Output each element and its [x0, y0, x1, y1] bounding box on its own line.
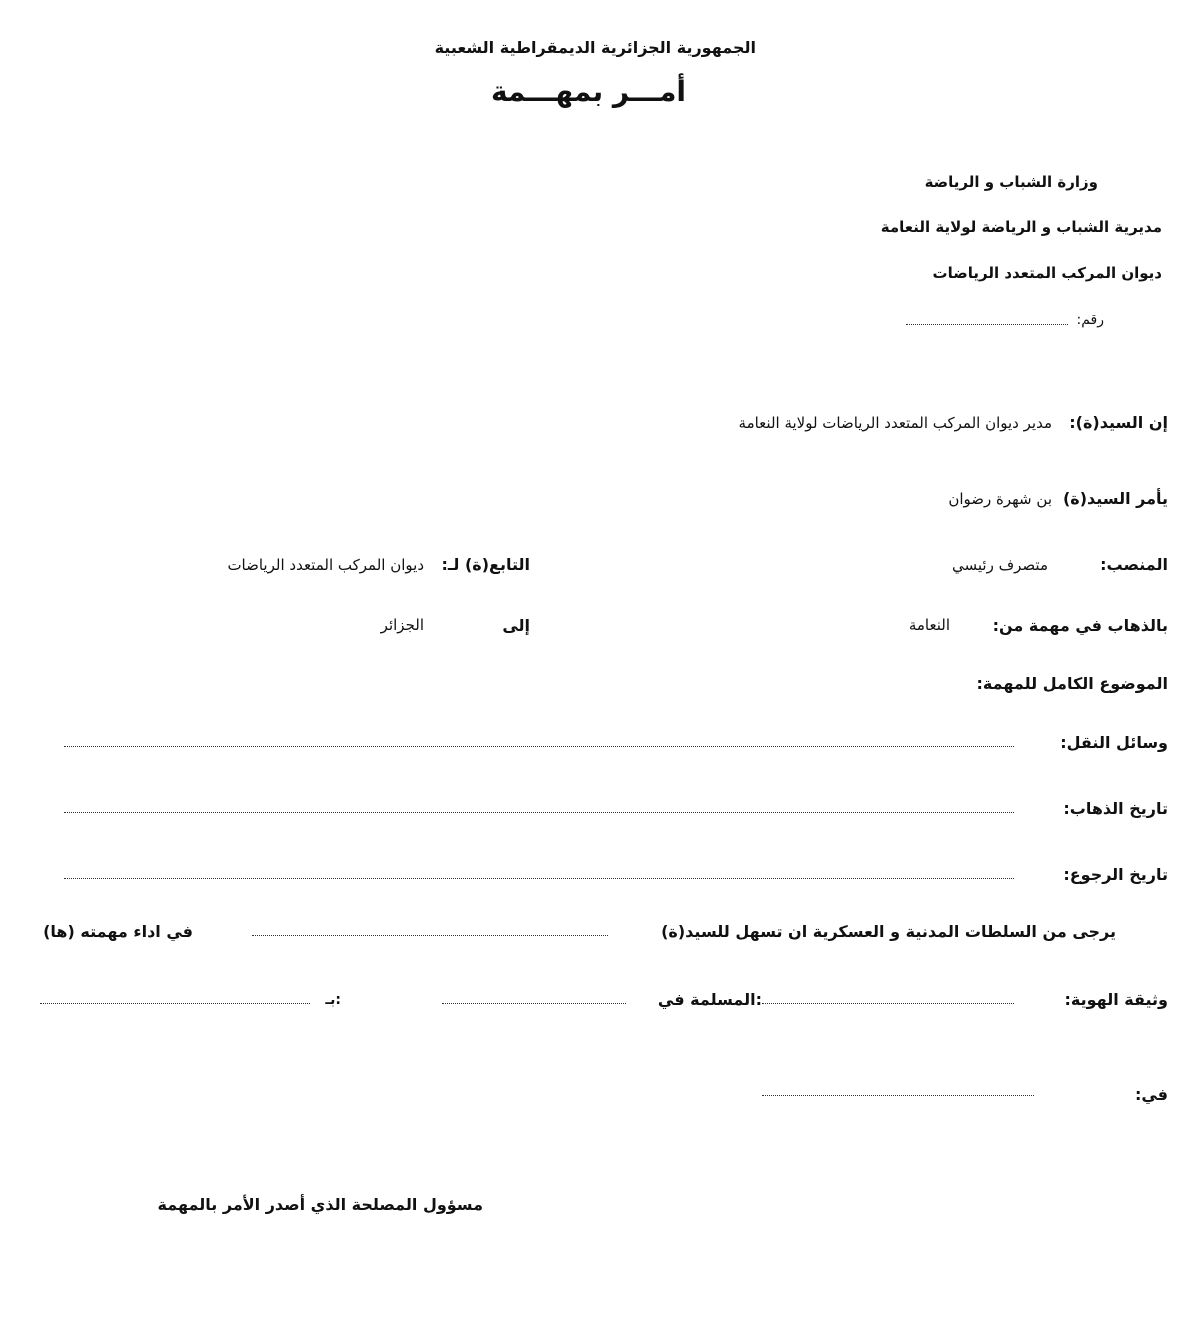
position-value: متصرف رئيسي — [952, 556, 1048, 574]
person-name-field[interactable] — [252, 935, 608, 936]
issued-label: :المسلمة في — [657, 990, 762, 1009]
position-label: المنصب: — [1100, 555, 1168, 574]
return-label: تاريخ الرجوع: — [1063, 865, 1168, 884]
mission-text: في اداء مهمته (ها) — [43, 922, 193, 941]
request-text: يرجى من السلطات المدنية و العسكرية ان تسهل للسيد(ة) — [661, 922, 1116, 941]
place-field[interactable] — [762, 1095, 1034, 1096]
transport-label: وسائل النقل: — [1060, 733, 1168, 752]
by-label: :بـ — [325, 992, 341, 1008]
departure-field[interactable] — [64, 812, 1014, 813]
id-number-field[interactable] — [762, 1003, 1014, 1004]
going-to-value: الجزائر — [380, 616, 424, 634]
from-label: إن السيد(ة): — [1069, 413, 1168, 432]
id-label: وثيقة الهوية: — [1064, 990, 1168, 1009]
issued-by-field[interactable] — [40, 1003, 310, 1004]
orders-label: يأمر السيد(ة) — [1062, 489, 1168, 508]
number-field[interactable] — [906, 324, 1068, 325]
from-value: مدير ديوان المركب المتعدد الرياضات لولاية النعامة — [738, 414, 1052, 432]
transport-field[interactable] — [64, 746, 1014, 747]
republic-heading: الجمهورية الجزائرية الديمقراطية الشعبية — [434, 38, 756, 57]
going-from-value: النعامة — [908, 616, 950, 634]
going-label: بالذهاب في مهمة من: — [992, 616, 1168, 635]
issued-date-field[interactable] — [442, 1003, 626, 1004]
number-label: رقم: — [1076, 312, 1104, 328]
attached-value: ديوان المركب المتعدد الرياضات — [227, 556, 424, 574]
page-title: أمـــر بمهـــمة — [490, 75, 686, 108]
attached-label: التابع(ة) لـ: — [441, 555, 530, 574]
ministry-name: وزارة الشباب و الرياضة — [924, 173, 1098, 191]
to-label: إلى — [502, 616, 530, 635]
office-name: ديوان المركب المتعدد الرياضات — [932, 264, 1162, 282]
directorate-name: مديرية الشباب و الرياضة لولاية النعامة — [880, 218, 1162, 236]
orders-value: بن شهرة رضوان — [948, 490, 1052, 508]
return-field[interactable] — [64, 878, 1014, 879]
departure-label: تاريخ الذهاب: — [1063, 799, 1168, 818]
in-label: في: — [1134, 1085, 1168, 1104]
signatory-label: مسؤول المصلحة الذي أصدر الأمر بالمهمة — [157, 1195, 483, 1214]
subject-label: الموضوع الكامل للمهمة: — [976, 674, 1168, 693]
